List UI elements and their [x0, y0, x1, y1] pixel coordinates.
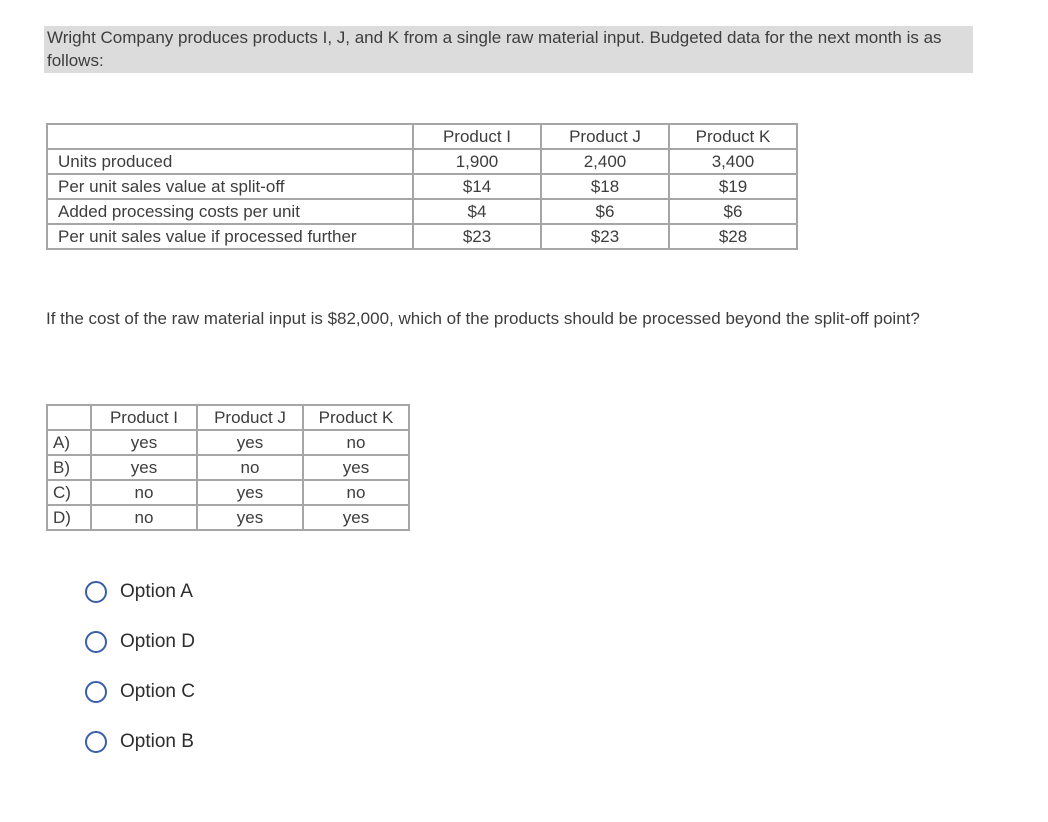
budget-data-table	[46, 123, 798, 250]
table-cell: no	[197, 455, 303, 480]
option-b-radio[interactable]	[85, 728, 195, 756]
table-cell: yes	[303, 455, 409, 480]
answer-options	[85, 578, 195, 778]
column-header-product-k: Product K	[669, 124, 797, 149]
radio-unselected-icon[interactable]	[85, 581, 107, 603]
table-row	[47, 455, 409, 480]
table-cell: no	[91, 480, 197, 505]
table-cell: $6	[669, 199, 797, 224]
table-cell: no	[303, 480, 409, 505]
option-a-radio[interactable]	[85, 578, 195, 606]
row-label: Per unit sales value at split-off	[47, 174, 413, 199]
table-row	[47, 480, 409, 505]
table-cell: 3,400	[669, 149, 797, 174]
option-d-radio[interactable]	[85, 628, 195, 656]
row-label: Added processing costs per unit	[47, 199, 413, 224]
table-row	[47, 505, 409, 530]
column-header-product-j: Product J	[541, 124, 669, 149]
answer-choices-table	[46, 404, 410, 531]
table-header-row	[47, 405, 409, 430]
table-cell: $4	[413, 199, 541, 224]
table-corner-cell	[47, 124, 413, 149]
table-corner-cell	[47, 405, 91, 430]
choice-letter: B)	[47, 455, 91, 480]
row-label: Per unit sales value if processed further	[47, 224, 413, 249]
table-row	[47, 199, 797, 224]
table-row	[47, 174, 797, 199]
option-c-radio[interactable]	[85, 678, 195, 706]
choice-letter: D)	[47, 505, 91, 530]
table-cell: 1,900	[413, 149, 541, 174]
table-cell: 2,400	[541, 149, 669, 174]
table-row	[47, 224, 797, 249]
table-cell: $14	[413, 174, 541, 199]
column-header-product-k: Product K	[303, 405, 409, 430]
table-cell: no	[303, 430, 409, 455]
table-cell: $23	[541, 224, 669, 249]
table-cell: $19	[669, 174, 797, 199]
column-header-product-i: Product I	[413, 124, 541, 149]
table-header-row	[47, 124, 797, 149]
choice-letter: C)	[47, 480, 91, 505]
table-cell: yes	[303, 505, 409, 530]
question-intro: Wright Company produces products I, J, and K from a single raw material input. Budgeted data for the next month is as follows:	[44, 26, 973, 73]
table-cell: yes	[197, 430, 303, 455]
table-cell: yes	[91, 430, 197, 455]
table-row	[47, 149, 797, 174]
table-cell: $28	[669, 224, 797, 249]
option-label: Option D	[120, 631, 195, 652]
table-row	[47, 430, 409, 455]
table-cell: $6	[541, 199, 669, 224]
table-cell: yes	[197, 505, 303, 530]
table-cell: $18	[541, 174, 669, 199]
column-header-product-i: Product I	[91, 405, 197, 430]
table-cell: yes	[91, 455, 197, 480]
radio-unselected-icon[interactable]	[85, 731, 107, 753]
choice-letter: A)	[47, 430, 91, 455]
table-cell: yes	[197, 480, 303, 505]
row-label: Units produced	[47, 149, 413, 174]
option-label: Option A	[120, 581, 193, 602]
radio-unselected-icon[interactable]	[85, 631, 107, 653]
table-cell: no	[91, 505, 197, 530]
column-header-product-j: Product J	[197, 405, 303, 430]
question-text: If the cost of the raw material input is $82,000, which of the products should be processed beyond the split-off point?	[46, 309, 920, 328]
table-cell: $23	[413, 224, 541, 249]
radio-unselected-icon[interactable]	[85, 681, 107, 703]
option-label: Option C	[120, 681, 195, 702]
option-label: Option B	[120, 731, 194, 752]
